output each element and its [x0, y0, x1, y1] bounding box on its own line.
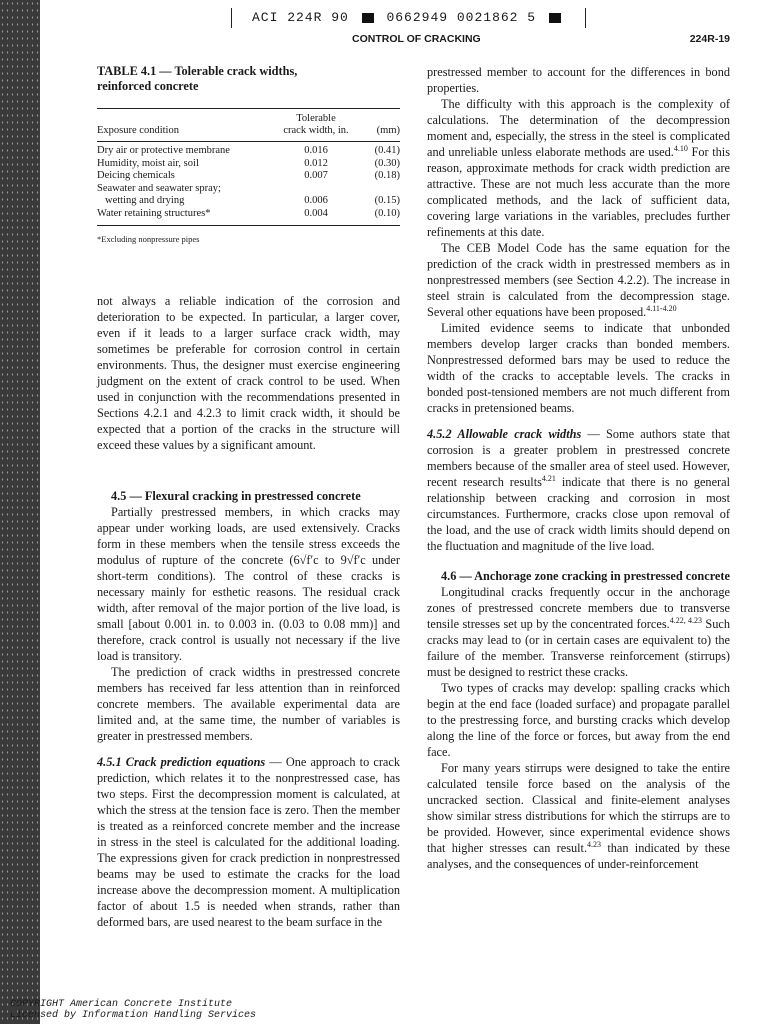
cell-mm: (0.15) [374, 195, 400, 206]
paragraph-text: — Some authors state that corrosion is a greater problem in prestressed concrete members because of the smaller area of steel used. However, recent research results [427, 427, 730, 489]
right-column [427, 64, 730, 872]
cell-mm: (0.41) [374, 145, 400, 156]
col-head-condition: Exposure condition [97, 125, 179, 136]
cell-inches: 0.006 [304, 195, 328, 206]
paragraph-text: Partially prestressed members, in which cracks may appear under working loads, are used extensively. Cracks form in these members when the tensile stress exceeds the modulus of rupture of the concrete ( [97, 505, 400, 567]
cell-condition: Humidity, moist air, soil [97, 157, 199, 169]
citation-superscript: 4.21 [541, 473, 556, 483]
table-title-line-2: reinforced concrete [97, 79, 199, 93]
paragraph-text: The difficulty with this approach is the complexity of calculations. The determination of the decompression moment and, especially, the stress in the steel is complicated and unreliable unless elaborate methods are used. [427, 97, 730, 159]
license-line: Licensed by Information Handling Services [10, 1010, 257, 1021]
paragraph-text: — One approach to crack prediction, which relates it to the nonprestressed case, has two steps. First the decompression moment is calculated, at which the stress at the tension face is zero. Then the member is treated as a reinforced concrete member and the increase in stress in the steel is calculated for the additional loading. The expressions given for crack prediction in nonprestressed beams may be used to estimate the cracks for the load increase above the decompression moment. A multiplication factor of about 1.5 is needed when strands, rather than deformed bars, are used nearest to the beam surface in the [97, 755, 400, 929]
left-column-bottom [97, 488, 400, 930]
paragraph: Two types of cracks may develop: spalling cracks which begin at the end face (loaded surface) and propagate parallel to the prestressing force, and bursting cracks which develop along the line of the force or forces, but away from the end face. [427, 681, 730, 759]
paragraph: The prediction of crack widths in prestressed concrete members has received far less attention than in reinforced concrete members. The available experimental data are limited and, at the same time, the number of variables is greater in prestressed members. [97, 665, 400, 743]
col-head-width-line-1: Tolerable [296, 113, 336, 124]
cell-condition: Dry air or protective membrane [97, 145, 230, 156]
citation-superscript: 4.11-4.20 [646, 303, 677, 313]
subsection-heading-4-5-2: 4.5.2 Allowable crack widths [427, 427, 582, 441]
table-row [97, 195, 400, 208]
cell-mm: (0.18) [374, 170, 400, 181]
black-block [362, 13, 374, 23]
paragraph-text: For many years stirrups were designed to take the entire calculated tensile force based on the analysis of the uncracked section. Classical and finite-element analyses show similar stress distributions for which the stirrups are to be provided. However, since experimental evidence shows that higher stresses can result. [427, 761, 730, 855]
paragraph-text: indicate that there is no general relationship between cracking and corrosion in most circumstances. Furthermore, cracks close upon removal of the load, and the use of crack width limits should depend on the fluctuation and magnitude of the live load. [427, 475, 730, 553]
cell-inches [280, 183, 352, 196]
cell-condition: Water retaining structures* [97, 207, 211, 219]
cell-mm: (0.30) [374, 157, 400, 169]
cell-condition: Seawater and seawater spray; [97, 182, 221, 194]
black-block-2 [549, 13, 561, 23]
paragraph [97, 754, 400, 930]
paragraph: prestressed member to account for the differences in bond properties. [427, 65, 730, 95]
paragraph [427, 584, 730, 680]
paragraph-text: For this reason, approximate methods for crack width prediction are attractive. These are not much less accurate than the more complicated methods, and the lack of sufficient data, covering large variations in the variables, precludes further refinements at this date. [427, 145, 730, 239]
cell-condition: wetting and drying [105, 195, 185, 206]
page-number: 224R-19 [689, 33, 730, 45]
table-header [97, 109, 400, 141]
paragraph-text: than indicated by these analyses, and the consequences of under-reinforcement [427, 841, 730, 871]
scan-edge [0, 0, 40, 1024]
running-head: CONTROL OF CRACKING [352, 33, 481, 45]
table-title [97, 64, 400, 94]
table-4-1 [97, 64, 400, 244]
paragraph [427, 426, 730, 554]
col-head-mm: (mm) [376, 125, 400, 136]
copyright-line: COPYRIGHT American Concrete Institute [10, 999, 233, 1010]
col-head-width-line-2: crack width, in. [283, 125, 349, 136]
paragraph [97, 504, 400, 664]
copyright-footer [10, 999, 256, 1021]
table-body [97, 142, 400, 225]
doc-id-number: 0662949 0021862 5 [386, 10, 537, 25]
cell-mm: (0.10) [374, 207, 400, 219]
paragraph: not always a reliable indication of the corrosion and deterioration to be expected. In particular, a larger cover, even if it leads to a larger surface crack width, may sometimes be preferable for corrosion control in certain environments. Thus, the designer must exercise engineering judgment on the extent of crack control to be used. When used in conjunction with the recommendations presented in Sections 4.2.1 and 4.2.3 to limit crack width, it should be expected that a portion of the cracks in the structure will exceed these values by a significant amount. [97, 294, 400, 452]
cell-inches: 0.016 [304, 145, 328, 156]
section-heading-4-6: 4.6 — Anchorage zone cracking in prestressed concrete [441, 569, 730, 583]
table-footnote: *Excluding nonpressure pipes [97, 234, 200, 244]
section-heading-4-5: 4.5 — Flexural cracking in prestressed concrete [111, 489, 361, 503]
left-column-top [97, 293, 400, 453]
cell-condition: Deicing chemicals [97, 170, 175, 181]
cell-inches: 0.012 [304, 157, 328, 169]
table-title-line-1: TABLE 4.1 — Tolerable crack widths, [97, 64, 298, 78]
cell-inches: 0.004 [304, 207, 328, 219]
citation-superscript: 4.23 [587, 839, 602, 849]
formula-root-2: 9√f′c [340, 553, 366, 567]
paragraph [427, 240, 730, 320]
table-row [97, 170, 400, 183]
formula-connector: to [318, 553, 341, 567]
cell-mm [352, 183, 400, 196]
paragraph-text: Such cracks may lead to (or in certain cases are equivalent to) the failure of the member. Transverse reinforcement (stirrups) must be designed to restrict these cracks. [427, 617, 731, 679]
doc-id-code: ACI 224R 90 [252, 10, 349, 25]
table-row [97, 145, 400, 158]
table-row [97, 208, 400, 221]
document-id-stamp [231, 8, 586, 28]
paragraph-text: Longitudinal cracks frequently occur in the anchorage zones of prestressed concrete members due to transverse tensile stresses set up by the concentrated forces. [427, 585, 730, 631]
paragraph [427, 96, 730, 240]
paragraph [427, 760, 730, 872]
paragraph-text: The CEB Model Code has the same equation for the prediction of the crack width in prestressed members as in nonprestressed members (see Section 4.2.2). The increase in steel strain is calculated from the decompression stage. Several other equations have been proposed. [427, 241, 730, 319]
citation-superscript: 4.10 [673, 143, 688, 153]
paragraph-text: under short-term conditions). The control of these cracks is necessary mainly for esthetic reasons. The residual crack width, after removal of the major portion of the live load, is small [about 0.001 in. to 0.003 in. (0.03 to 0.08 mm)] and therefore, crack control is usually not necessary if the live load is transitory. [97, 553, 400, 663]
paragraph: Limited evidence seems to indicate that unbonded members develop larger cracks than bonded members. Nonprestressed deformed bars may be used to reduce the width of the cracks to acceptable levels. The cracks in bonded post-tensioned members are not much different from cracks in pretensioned beams. [427, 321, 730, 415]
col-head-width [280, 113, 352, 137]
table-row [97, 158, 400, 171]
subsection-heading-4-5-1: 4.5.1 Crack prediction equations [97, 755, 266, 769]
formula-root-1: 6√f′c [293, 553, 319, 567]
citation-superscript: 4.22, 4.23 [669, 615, 703, 625]
table-row [97, 183, 400, 196]
cell-inches: 0.007 [304, 170, 328, 181]
